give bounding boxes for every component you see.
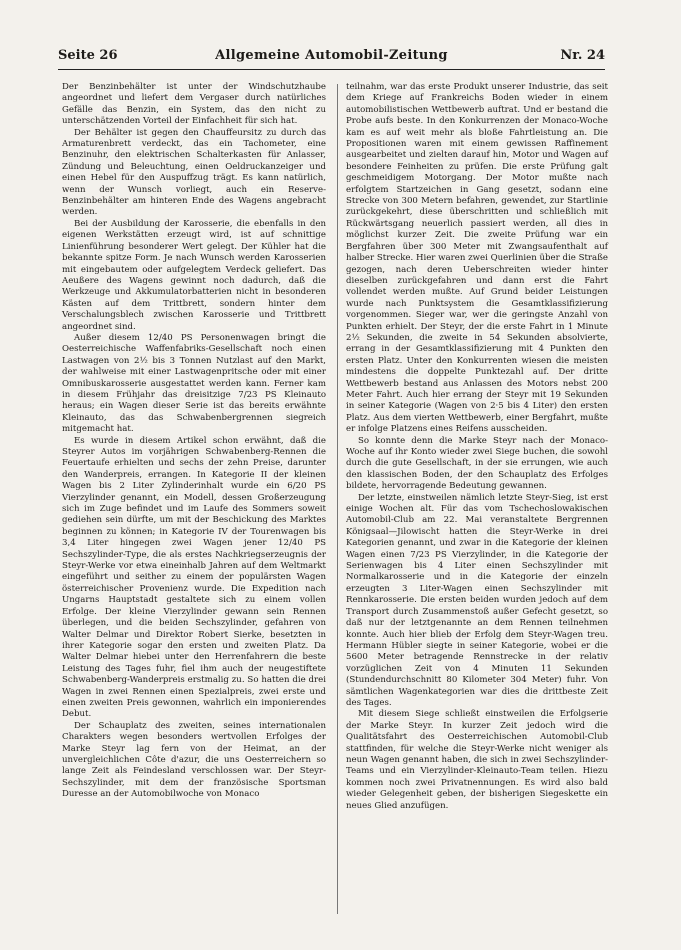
paragraph: Der Behälter ist gegen den Chauffeursitz zu durch das Armaturenbrett verdeckt, das ein Tachometer, eine Benzinuhr, den elektrischen Schalterkasten für Anlasser, Zündung und Beleuchtung, einen Oeldruckanzeiger und einen Hebel für den Auspuffzug trägt. Es kann natürlich, wenn der Wunsch vorliegt, auch ein Reserve-Benzinbehälter am hinteren Ende des Wagens angebracht werden. <box>62 127 326 218</box>
paragraph: Der letzte, einstweilen nämlich letzte Steyr-Sieg, ist erst einige Wochen alt. Für das vom Tschechoslowakischen Automobil-Club am 22. Mai veranstaltete Bergrennen Königsaal—Jilowischt hatten die Steyr-Werke in drei Kategorien genannt, und zwar in die Kategorie der kleinen Wagen einen 7/23 PS Vierzylinder, in die Kategorie der Serienwagen bis 4 Liter einen Sechszylinder mit Normalkarosserie und in die Kategorie der einzeln erzeugten 3 Liter-Wagen einen Sechszylinder mit Rennkarosserie. Die ersten beiden wurden jedoch auf dem Transport durch Zusammenstoß außer Gefecht gesetzt, so daß nur der letztgenannte an dem Rennen teilnehmen konnte. Auch hier blieb der Erfolg dem Steyr-Wagen treu. Hermann Hübler siegte in seiner Kategorie, wobei er die 5600 Meter betragende Rennstrecke in der relativ vorzüglichen Zeit von 4 Minuten 11 Sekunden (Stundendurchschnitt 80 Kilometer 304 Meter) fuhr. Von sämtlichen Wagenkategorien war dies die drittbeste Zeit des Tages. <box>346 492 608 708</box>
header-rule <box>58 69 605 70</box>
paragraph: Bei der Ausbildung der Karosserie, die ebenfalls in den eigenen Werkstätten erzeugt wird, ist auf schnittige Linienführung besonderer Wert gelegt. Der Kühler hat die bekannte spitze Form. Je nach Wunsch werden Karosserien mit eingebautem oder aufgelegtem Verdeck geliefert. Das Aeußere des Wagens gewinnt noch dadurch, daß die Werkzeuge und Akkumulatorbatterien nicht in besonderen Kästen auf dem Trittbrett, sondern hinter dem Verschalungsblech zwischen Karosserie und Trittbrett angeordnet sind. <box>62 218 326 332</box>
journal-title: Allgemeine Automobil-Zeitung <box>215 48 448 63</box>
paragraph: Der Benzinbehälter ist unter der Windschutzhaube angeordnet und liefert dem Vergaser durch natürliches Gefälle das Benzin, ein System, das den nicht zu unterschätzenden Vorteil der Einfachheit für sich hat. <box>62 82 326 127</box>
column-divider <box>337 84 338 914</box>
paragraph: teilnahm, war das erste Produkt unserer Industrie, das seit dem Kriege auf Frankreichs Boden wieder in einem automobilistischen Wettbewerb auftrat. Und er bestand die Probe aufs beste. In den Konkurrenzen der Monaco-Woche kam es auf weit mehr als bloße Fahrtleistung an. Die Propositionen waren mit einem gewissen Raffinement ausgearbeitet und zielten darauf hin, Motor und Wagen auf besondere Feinheiten zu prüfen. Die erste Prüfung galt geschmeidigem Motorgang. Der Motor mußte nach erfolgtem Startzeichen in Gang gesetzt, sodann eine Strecke von 300 Metern befahren, gewendet, zur Startlinie zurückgekehrt, diese überschritten und schließlich mit Rückwärtsgang neuerlich passiert werden, all dies in möglichst kurzer Zeit. Die zweite Prüfung war ein Bergfahren über 300 Meter mit Zwangsaufenthalt auf halber Strecke. Hier waren zwei Querlinien über die Straße gezogen, nach deren Ueberschreiten wieder hinter dieselben zurückgefahren und dann erst die Fahrt vollendet werden mußte. Auf Grund beider Leistungen wurde nach Punktsystem die Gesamtklassifizierung vorgenommen. Sieger war, wer die geringste Anzahl von Punkten erhielt. Der Steyr, der die erste Fahrt in 1 Minute 2½ Sekunden, die zweite in 54 Sekunden absolvierte, errang in der Gesamtklassifizierung mit 4 Punkten den ersten Platz. Unter den Konkurrenten wiesen die meisten mindestens die doppelte Punktezahl auf. Der dritte Wettbewerb bestand aus Anlassen des Motors nebst 200 Meter Fahrt. Auch hier errang der Steyr mit 19 Sekunden in seiner Kategorie (Wagen von 2·5 bis 4 Liter) den ersten Platz. Aus dem vierten Wettbewerb, einer Bergfahrt, mußte er infolge Platzens eines Reifens ausscheiden. <box>346 82 608 435</box>
page-number: Seite 26 <box>58 48 118 63</box>
paragraph: Der Schauplatz des zweiten, seines internationalen Charakters wegen besonders wertvollen Erfolges der Marke Steyr lag fern von der Heimat, an der unvergleichlichen Côte d'azur, die uns Oesterreichern so lange Zeit als Feindesland verschlossen war. Der Steyr-Sechszylinder, mit dem der französische Sportsman Duresse an der Automobilwoche von Monaco <box>62 720 326 800</box>
text-column-right <box>346 82 608 812</box>
paragraph: Mit diesem Siege schließt einstweilen die Erfolgserie der Marke Steyr. In kurzer Zeit jedoch wird die Qualitätsfahrt des Oesterreichischen Automobil-Club stattfinden, für welche die Steyr-Werke nicht weniger als neun Wagen genannt haben, die sich in zwei Sechszylinder-Teams und ein Vierzylinder-Kleinauto-Team teilen. Hiezu kommen noch zwei Privatnennungen. Es wird also bald wieder Gelegenheit geben, der bisherigen Siegeskette ein neues Glied anzufügen. <box>346 709 608 811</box>
paragraph: Es wurde in diesem Artikel schon erwähnt, daß die Steyrer Autos im vorjährigen Schwabenberg-Rennen die Feuertaufe erhielten und sechs der zehn Preise, darunter den Wanderpreis, errangen. In Kategorie II der kleinen Wagen bis 2 Liter Zylinderinhalt wurde ein 6/20 PS Vierzylinder genannt, ein Modell, dessen Großerzeugung sich im Zuge befindet und im Laufe des Sommers soweit gediehen sein dürfte, um mit der Beschickung des Marktes beginnen zu können; in Kategorie IV der Tourenwagen bis 3,4 Liter hingegen zwei Wagen jener 12/40 PS Sechszylinder-Type, die als erstes Nachkriegserzeugnis der Steyr-Werke vor etwa eineinhalb Jahren auf dem Weltmarkt eingeführt und seither zu einem der populärsten Wagen österreichischer Provenienz wurde. Die Expedition nach Ungarns Hauptstadt gestaltete sich zu einem vollen Erfolge. Der kleine Vierzylinder gewann sein Rennen überlegen, und die beiden Sechszylinder, gefahren von Walter Delmar und Direktor Robert Sierke, besetzten in ihrer Kategorie sogar den ersten und zweiten Platz. Da Walter Delmar hiebei unter den Herrenfahrern die beste Leistung des Tages fuhr, fiel ihm auch der neugestiftete Schwabenberg-Wanderpreis erstmalig zu. So hatten die drei Wagen in zwei Rennen einen Spezialpreis, zwei erste und einen zweiten Preis gewonnen, wahrlich ein imponierendes Debut. <box>62 435 326 720</box>
issue-number: Nr. 24 <box>560 48 605 63</box>
paragraph: So konnte denn die Marke Steyr nach der Monaco-Woche auf ihr Konto wieder zwei Siege buchen, die sowohl durch die gute Gesellschaft, in der sie errungen, wie auch den klassischen Boden, der den Schauplatz des Erfolges bildete, hervorragende Bedeutung gewannen. <box>346 435 608 492</box>
page-header <box>58 48 605 66</box>
paragraph: Außer diesem 12/40 PS Personenwagen bringt die Oesterreichische Waffenfabriks-Gesellschaft noch einen Lastwagen von 2½ bis 3 Tonnen Nutzlast auf den Markt, der wahlweise mit einer Lastwagenpritsche oder mit einer Omnibuskarosserie ausgestattet werden kann. Ferner kam in diesem Frühjahr das dreisitzige 7/23 PS Kleinauto heraus; ein Wagen dieser Serie ist das bereits erwähnte Kleinauto, das das Schwabenbergrennen siegreich mitgemacht hat. <box>62 332 326 435</box>
text-column-left <box>62 82 326 801</box>
